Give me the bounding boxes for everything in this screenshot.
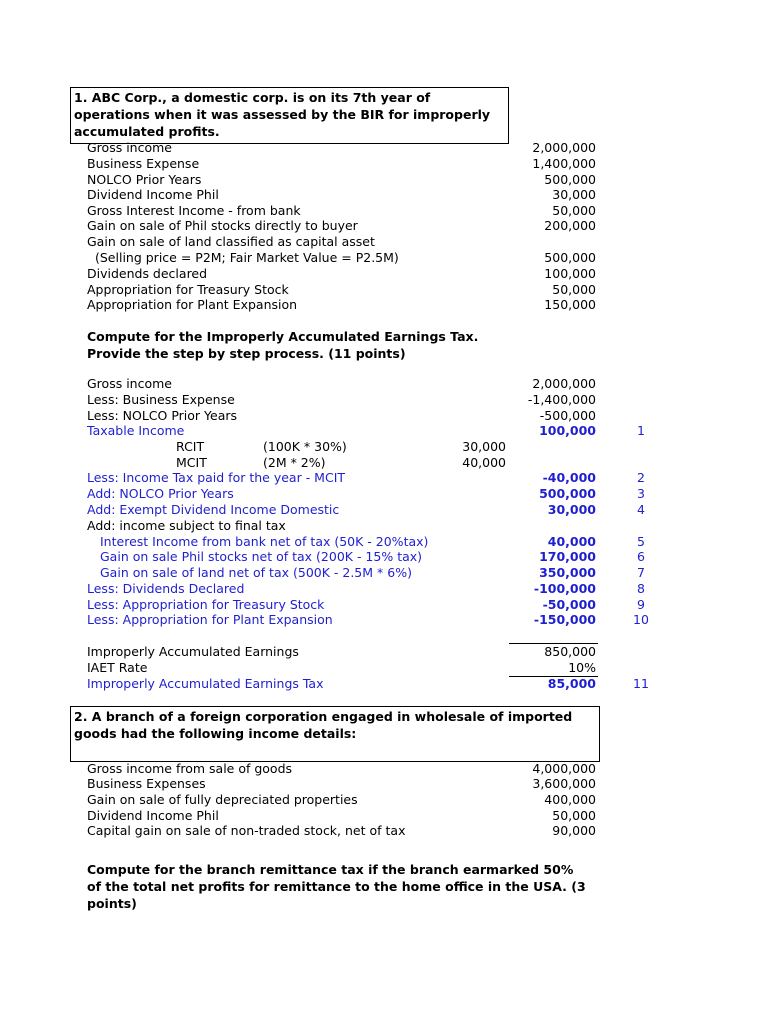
given-row [0, 792, 768, 808]
heading-line: goods had the following income details: [74, 726, 357, 741]
solution-value: 40,000 [547, 534, 596, 549]
solution-label: Interest Income from bank net of tax (50K - 20%tax) [100, 534, 429, 549]
solution-subvalue: 30,000 [462, 439, 506, 454]
solution-label: Less: Income Tax paid for the year - MCIT [87, 470, 346, 485]
solution-row [0, 597, 768, 613]
solution-label: Add: income subject to final tax [87, 518, 286, 533]
problem1-heading [70, 87, 509, 144]
point-number: 1 [637, 423, 645, 438]
solution-row [0, 470, 768, 486]
point-number: 3 [637, 486, 645, 501]
problem2-heading [70, 706, 600, 762]
given-label: Appropriation for Treasury Stock [87, 282, 289, 297]
given-value: 150,000 [544, 297, 596, 312]
given-row [0, 203, 768, 219]
solution-row [0, 518, 768, 534]
solution-value: 85,000 [547, 676, 596, 691]
given-value: 50,000 [552, 808, 596, 823]
solution-row [0, 392, 768, 408]
solution-value: -500,000 [539, 408, 596, 423]
solution-label: Improperly Accumulated Earnings Tax [87, 676, 324, 691]
solution-formula: (100K * 30%) [263, 439, 347, 454]
solution-value: -50,000 [542, 597, 596, 612]
solution-row [0, 455, 768, 471]
point-number: 2 [637, 470, 645, 485]
solution-label: Gain on sale Phil stocks net of tax (200K - 15% tax) [100, 549, 423, 564]
given-value: 1,400,000 [532, 156, 596, 171]
given-row [0, 808, 768, 824]
given-row [0, 297, 768, 313]
solution-value: -1,400,000 [527, 392, 596, 407]
solution-label: Gross income [87, 376, 172, 391]
given-row [0, 140, 768, 156]
point-number: 4 [637, 502, 645, 517]
point-number: 6 [637, 549, 645, 564]
heading-line: 2. A branch of a foreign corporation engaged in wholesale of imported [74, 709, 573, 724]
given-value: 500,000 [544, 250, 596, 265]
problem2-question [87, 861, 586, 912]
heading-line: operations when it was assessed by the BIR for improperly [74, 107, 491, 122]
solution-row [0, 644, 768, 660]
solution-row [0, 565, 768, 581]
given-label: Gross Interest Income - from bank [87, 203, 301, 218]
given-value: 3,600,000 [532, 776, 596, 791]
given-value: 30,000 [552, 187, 596, 202]
heading-line: 1. ABC Corp., a domestic corp. is on its 7th year of [74, 90, 431, 105]
given-row [0, 282, 768, 298]
solution-row [0, 486, 768, 502]
solution-value: -100,000 [533, 581, 596, 596]
point-number: 10 [633, 612, 649, 627]
given-row [0, 250, 768, 266]
given-row [0, 234, 768, 250]
solution-row [0, 534, 768, 550]
solution-value: 850,000 [544, 644, 596, 659]
solution-value: 10% [568, 660, 596, 675]
solution-value: -40,000 [542, 470, 596, 485]
solution-label: Less: Business Expense [87, 392, 235, 407]
given-value: 400,000 [544, 792, 596, 807]
given-value: 2,000,000 [532, 140, 596, 155]
given-label: Gain on sale of land classified as capital asset [87, 234, 375, 249]
question-line: Compute for the branch remittance tax if the branch earmarked 50% [87, 862, 574, 877]
solution-row [0, 581, 768, 597]
given-label: Dividend Income Phil [87, 808, 219, 823]
solution-row [0, 660, 768, 676]
solution-row [0, 549, 768, 565]
given-label: Gross income [87, 140, 172, 155]
solution-row [0, 376, 768, 392]
solution-label: Less: Dividends Declared [87, 581, 245, 596]
solution-row [0, 439, 768, 455]
given-value: 50,000 [552, 282, 596, 297]
solution-label: Improperly Accumulated Earnings [87, 644, 299, 659]
given-label: (Selling price = P2M; Fair Market Value = P2.5M) [95, 250, 399, 265]
point-number: 11 [633, 676, 649, 691]
given-label: Gain on sale of Phil stocks directly to buyer [87, 218, 358, 233]
given-label: Gain on sale of fully depreciated properties [87, 792, 358, 807]
solution-label: Less: Appropriation for Treasury Stock [87, 597, 325, 612]
solution-row [0, 408, 768, 424]
heading-line: accumulated profits. [74, 124, 220, 139]
solution-value: 500,000 [539, 486, 596, 501]
solution-label: Add: NOLCO Prior Years [87, 486, 234, 501]
given-value: 200,000 [544, 218, 596, 233]
given-value: 90,000 [552, 823, 596, 838]
problem1-question [87, 328, 478, 362]
given-label: Gross income from sale of goods [87, 761, 293, 776]
solution-value: 2,000,000 [532, 376, 596, 391]
solution-label: Gain on sale of land net of tax (500K - 2.5M * 6%) [100, 565, 412, 580]
solution-row [0, 676, 768, 692]
question-line: of the total net profits for remittance to the home office in the USA. (3 [87, 879, 586, 894]
given-value: 500,000 [544, 172, 596, 187]
solution-label: MCIT [176, 455, 207, 470]
given-label: NOLCO Prior Years [87, 172, 202, 187]
given-label: Business Expenses [87, 776, 206, 791]
solution-row [0, 502, 768, 518]
given-row [0, 218, 768, 234]
point-number: 7 [637, 565, 645, 580]
solution-value: 350,000 [539, 565, 596, 580]
given-row [0, 776, 768, 792]
solution-label: IAET Rate [87, 660, 148, 675]
question-line: points) [87, 896, 137, 911]
given-label: Appropriation for Plant Expansion [87, 297, 298, 312]
solution-label: Less: Appropriation for Plant Expansion [87, 612, 333, 627]
point-number: 5 [637, 534, 645, 549]
question-line: Compute for the Improperly Accumulated Earnings Tax. [87, 329, 479, 344]
solution-value: 170,000 [539, 549, 596, 564]
point-number: 9 [637, 597, 645, 612]
given-row [0, 266, 768, 282]
given-label: Dividends declared [87, 266, 208, 281]
question-line: Provide the step by step process. (11 points) [87, 346, 406, 361]
solution-formula: (2M * 2%) [263, 455, 326, 470]
solution-value: 30,000 [547, 502, 596, 517]
given-row [0, 172, 768, 188]
given-row [0, 187, 768, 203]
solution-row [0, 612, 768, 628]
given-label: Dividend Income Phil [87, 187, 219, 202]
given-row [0, 156, 768, 172]
given-label: Capital gain on sale of non-traded stock, net of tax [87, 823, 406, 838]
solution-value: -150,000 [533, 612, 596, 627]
given-label: Business Expense [87, 156, 200, 171]
given-value: 50,000 [552, 203, 596, 218]
solution-value: 100,000 [539, 423, 596, 438]
given-row [0, 823, 768, 839]
solution-label: RCIT [176, 439, 205, 454]
solution-row [0, 423, 768, 439]
solution-label: Add: Exempt Dividend Income Domestic [87, 502, 340, 517]
given-value: 100,000 [544, 266, 596, 281]
point-number: 8 [637, 581, 645, 596]
given-value: 4,000,000 [532, 761, 596, 776]
solution-label: Less: NOLCO Prior Years [87, 408, 238, 423]
solution-subvalue: 40,000 [462, 455, 506, 470]
solution-label: Taxable Income [87, 423, 185, 438]
given-row [0, 761, 768, 777]
